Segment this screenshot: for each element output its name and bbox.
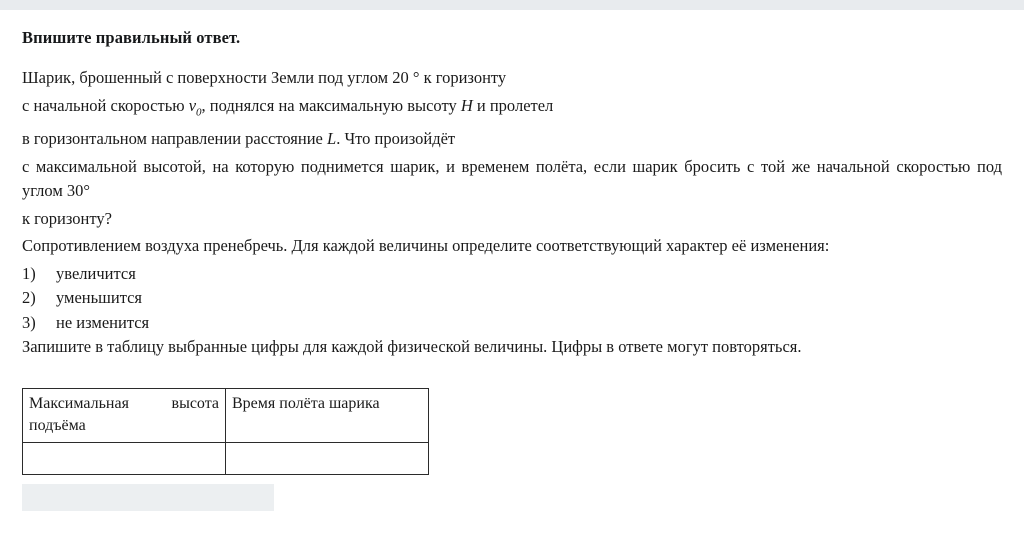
page-title: Впишите правильный ответ.	[22, 28, 241, 47]
question-line-4: с максимальной высотой, на которую поднимется шарик, и временем полёта, если шарик бросить с той же начальной скоростью под углом 30°	[22, 156, 1002, 201]
variable-l: L	[327, 129, 337, 149]
question-line-3-part-a: в горизонтальном направлении расстояние	[22, 129, 328, 149]
list-item	[22, 262, 1002, 287]
answer-cell-max-height[interactable]	[23, 442, 226, 474]
table-header-max-height	[23, 388, 226, 442]
document-content	[0, 10, 1024, 475]
question-line-1: Шарик, брошенный с поверхности Земли под углом 20 ° к горизонту	[22, 68, 507, 87]
option-label: не изменится	[56, 312, 150, 332]
variable-v0-subscript: 0	[196, 105, 202, 118]
option-label: уменьшится	[56, 288, 143, 308]
table-header-flight-time: Время полёта шарика	[226, 388, 429, 442]
list-item	[22, 311, 1002, 336]
table-row	[23, 388, 429, 442]
table-row[interactable]	[23, 442, 429, 474]
instructions-text: Запишите в таблицу выбранные цифры для каждой физической величины. Цифры в ответе могут повторяться.	[22, 337, 802, 357]
options-list	[22, 262, 1002, 336]
footer-placeholder-box	[22, 484, 274, 511]
question-line-5: к горизонту?	[22, 208, 112, 228]
option-number: 3)	[22, 312, 36, 332]
option-number: 2)	[22, 288, 36, 308]
list-item	[22, 286, 1002, 311]
table-header-line-2: подъёма	[29, 416, 86, 434]
table-header-line-1: Максимальная высота	[29, 394, 219, 412]
question-line-2-part-b: , поднялся на максимальную высоту	[201, 95, 461, 115]
top-bar	[0, 0, 1024, 10]
question-line-3	[22, 127, 1002, 152]
question-line-2	[22, 94, 1002, 125]
document-page	[0, 10, 1024, 475]
option-label: увеличится	[56, 263, 136, 283]
question-text	[22, 66, 1002, 259]
variable-v0: v	[188, 95, 197, 115]
answer-cell-flight-time[interactable]	[226, 442, 429, 474]
question-line-3-part-b: . Что произойдёт	[336, 129, 456, 149]
answer-table	[22, 388, 429, 475]
question-line-2-part-a: с начальной скоростью	[22, 95, 189, 115]
question-line-2-part-c: и пролетел	[472, 95, 554, 115]
variable-h: H	[460, 95, 473, 115]
question-line-6: Сопротивлением воздуха пренебречь. Для каждой величины определите соответствующий характер её изменения:	[22, 236, 830, 256]
option-number: 1)	[22, 263, 36, 283]
